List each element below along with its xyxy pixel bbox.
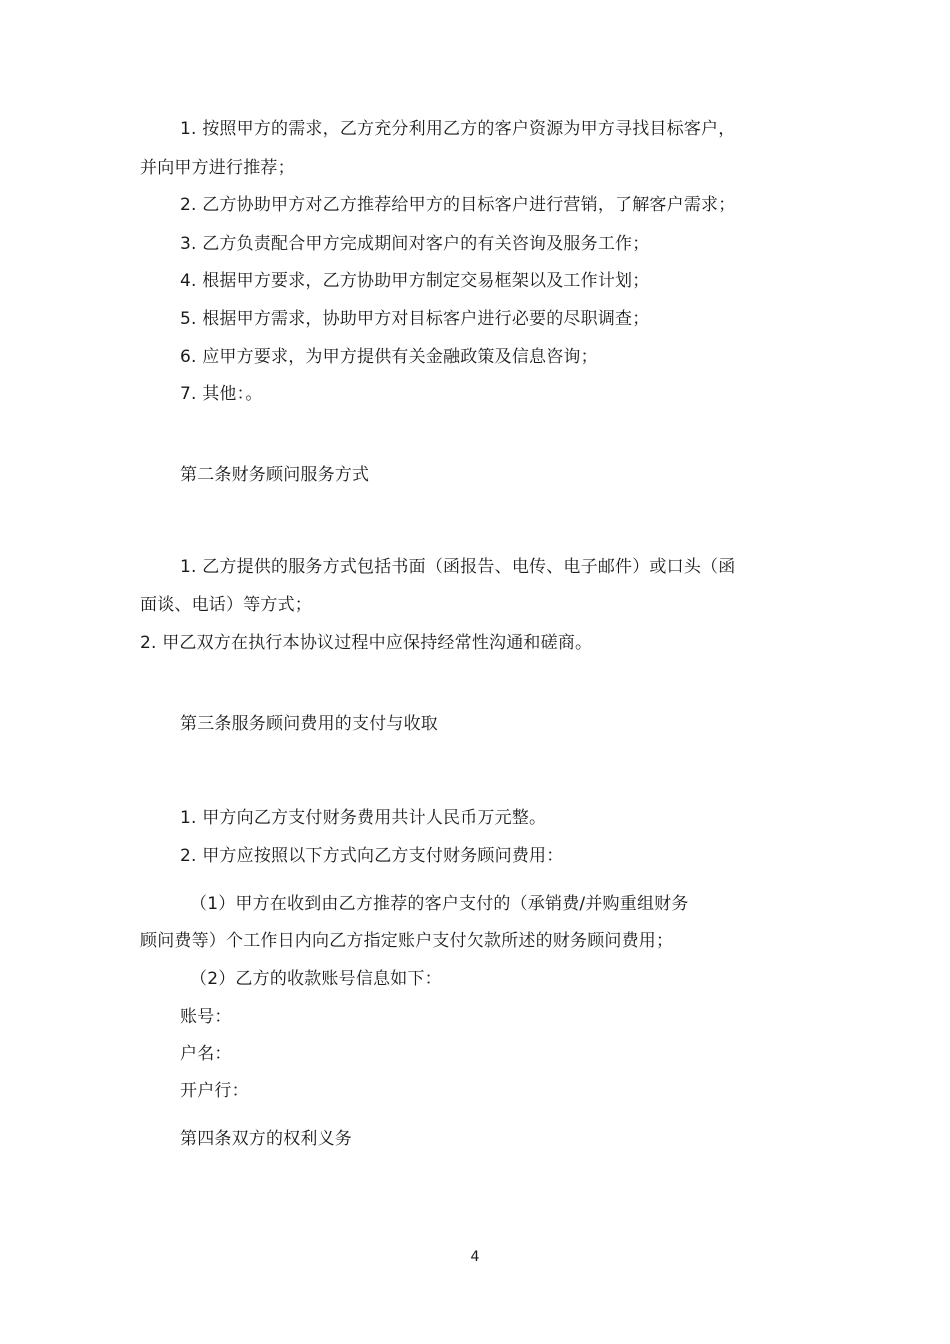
article-3-item-2: 2. 甲方应按照以下方式向乙方支付财务顾问费用： (180, 846, 564, 866)
account-name-label: 户名： (180, 1044, 232, 1064)
service-item-2: 2. 乙方协助甲方对乙方推荐给甲方的目标客户进行营销，了解客户需求； (180, 195, 736, 215)
article-3-subitem-1-cont: 顾问费等）个工作日内向乙方指定账户支付欠款所述的财务顾问费用； (140, 931, 674, 951)
service-item-7: 7. 其他：。 (180, 384, 263, 404)
article-3-heading: 第三条服务顾问费用的支付与收取 (180, 714, 438, 734)
service-item-5: 5. 根据甲方需求，协助甲方对目标客户进行必要的尽职调查； (180, 309, 650, 329)
article-3-subitem-2: （2）乙方的收款账号信息如下： (190, 969, 442, 989)
page-number: 4 (470, 1249, 480, 1265)
service-item-6: 6. 应甲方要求，为甲方提供有关金融政策及信息咨询； (180, 347, 598, 367)
article-4-heading: 第四条双方的权利义务 (180, 1129, 352, 1149)
account-number-label: 账号： (180, 1007, 232, 1027)
article-3-item-1: 1. 甲方向乙方支付财务费用共计人民币万元整。 (180, 808, 547, 828)
service-item-1: 1. 按照甲方的需求，乙方充分利用乙方的客户资源为甲方寻找目标客户， (180, 119, 736, 139)
service-item-1-cont: 并向甲方进行推荐； (140, 158, 295, 178)
bank-label: 开户行： (180, 1081, 249, 1101)
article-2-heading: 第二条财务顾问服务方式 (180, 465, 370, 485)
article-3-subitem-1: （1）甲方在收到由乙方推荐的客户支付的（承销费/并购重组财务 (190, 894, 689, 914)
article-2-item-1: 1. 乙方提供的服务方式包括书面（函报告、电传、电子邮件）或口头（函 (180, 557, 736, 577)
article-2-item-2: 2. 甲乙双方在执行本协议过程中应保持经常性沟通和磋商。 (140, 633, 593, 653)
service-item-4: 4. 根据甲方要求，乙方协助甲方制定交易框架以及工作计划； (180, 271, 650, 291)
article-2-item-1-cont: 面谈、电话）等方式； (140, 595, 312, 615)
service-item-3: 3. 乙方负责配合甲方完成期间对客户的有关咨询及服务工作； (180, 234, 650, 254)
